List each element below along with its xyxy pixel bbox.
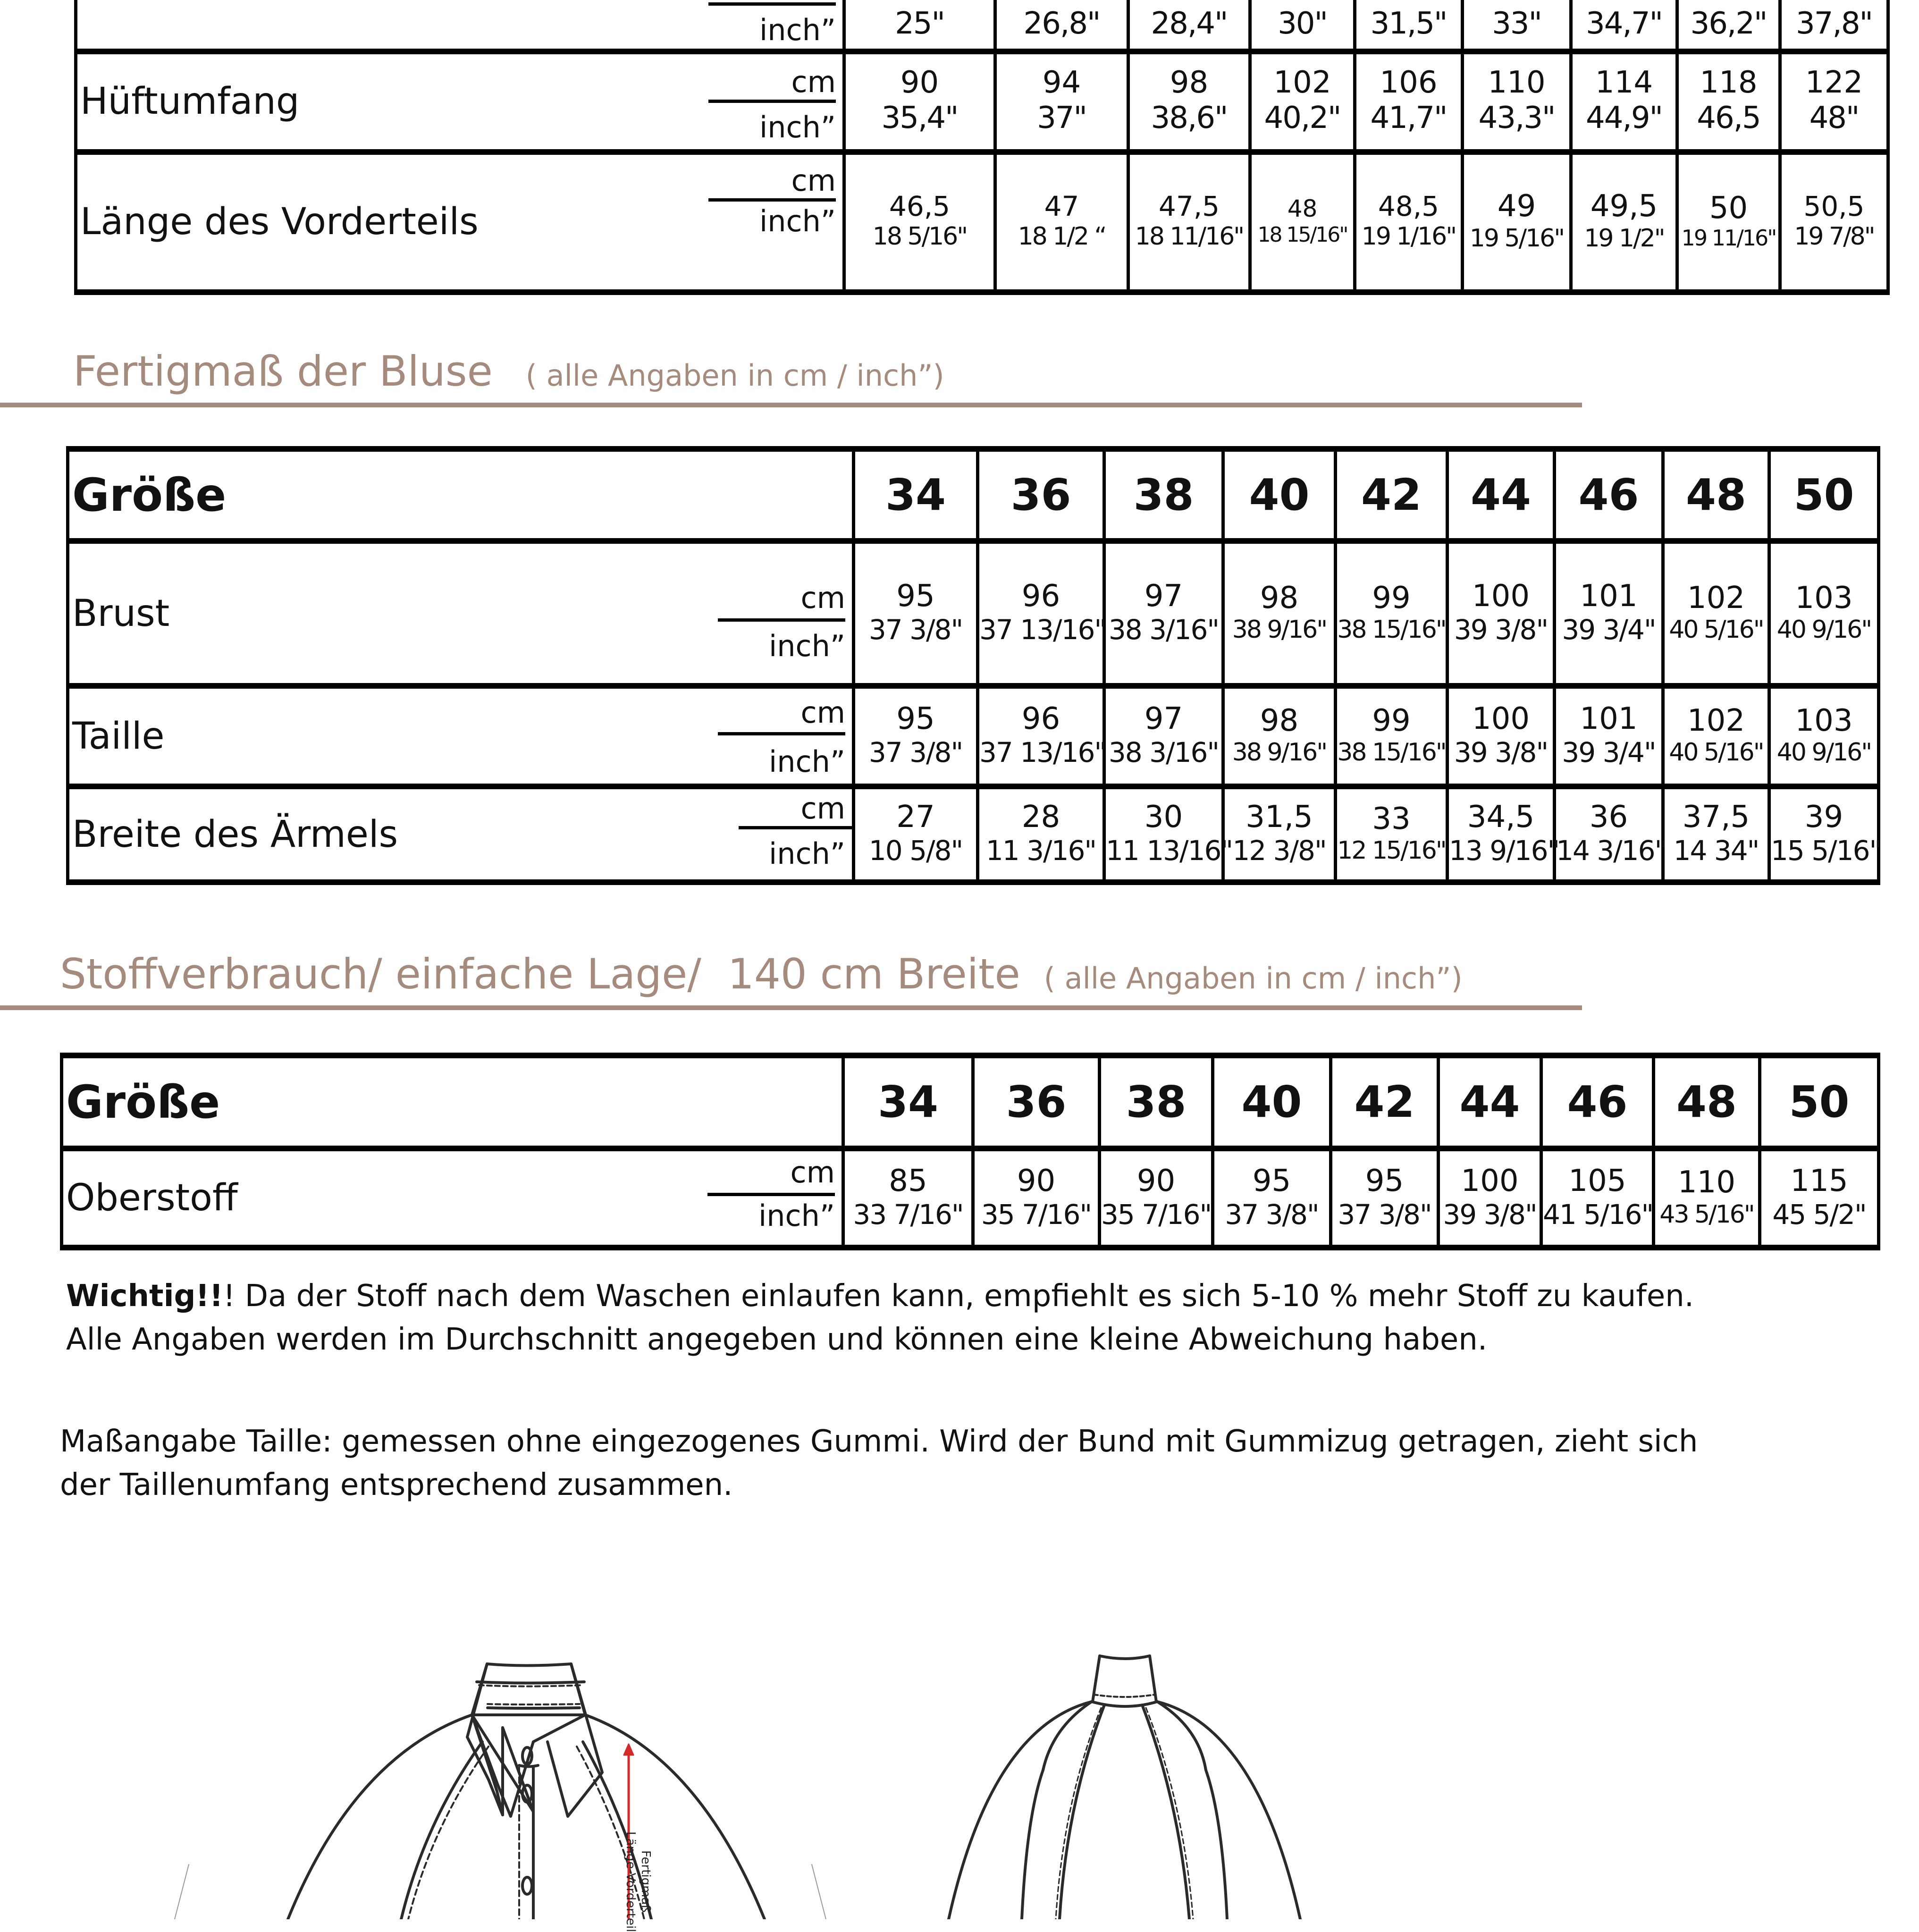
blouse-technical-drawing — [0, 1628, 1919, 1919]
body-measurements-table — [74, 0, 1890, 295]
unit-inch: inch” — [768, 744, 845, 779]
row-label: Hüftumfang — [80, 80, 300, 123]
table-header-row: Größe 34 36 38 40 42 44 46 48 50 — [68, 449, 1879, 541]
finished-measurements-table — [66, 446, 1880, 885]
section-divider — [0, 403, 1582, 407]
unit-divider — [718, 618, 845, 622]
section-divider — [0, 1005, 1582, 1010]
unit-divider — [708, 100, 836, 103]
unit-cm: cm — [800, 695, 845, 730]
unit-inch: inch” — [758, 1198, 835, 1233]
header-label-size: Größe — [66, 1075, 220, 1129]
waist-note-line-1: Maßangabe Taille: gemessen ohne eingezogenes Gummi. Wird der Bund mit Gummizug getragen, zieht sich — [60, 1424, 1698, 1459]
unit-inch: inch” — [759, 110, 836, 144]
unit-inch: inch” — [768, 836, 845, 871]
front-length-measure-label — [623, 1831, 729, 1932]
unit-divider — [718, 732, 845, 735]
average-note: Alle Angaben werden im Durchschnitt angegeben und können eine kleine Abweichung haben. — [66, 1322, 1488, 1357]
section-subtitle: ( alle Angaben in cm / inch”) — [525, 358, 944, 393]
row-label: Oberstoff — [66, 1177, 238, 1219]
table-row-waist: inch” 25" 26,8" 28,4" 30" 31,5" 33" 34,7" 36,2" 37,8" — [76, 0, 1888, 51]
unit-divider — [707, 1193, 835, 1196]
unit-cm: cm — [800, 581, 845, 615]
section-subtitle: ( alle Angaben in cm / inch”) — [1044, 961, 1463, 996]
table-row-hip: Hüftumfang cm inch” 90 35,4" 94 37" 98 38,6" 102 40,2" 106 41,7" 110 43,3" 114 44,9" 118 46,5 122 48" — [76, 51, 1888, 152]
unit-cm: cm — [790, 1155, 835, 1190]
unit-divider — [708, 198, 836, 202]
measure-label-line-1: Fertigmaß — [639, 1850, 653, 1913]
unit-inch: inch” — [759, 203, 836, 238]
unit-divider — [739, 826, 852, 829]
section-title-fabric-consumption: Stoffverbrauch/ einfache Lage/ 140 cm Breite ( alle Angaben in cm / inch”) — [60, 950, 1463, 998]
measure-label-line-2: Länge Vorderteil — [623, 1831, 638, 1932]
table-row-waist: Taille cm inch” 95 37 3/8" 96 37 13/16" 97 38 3/16" 98 38 9/16" 99 38 15/16" 100 39 3/8" 101 39 3/4" 102 40 5/16" 103 40 9/16" — [68, 686, 1879, 786]
unit-cm: cm — [791, 163, 836, 198]
unit-inch: inch” — [759, 13, 836, 47]
header-label-size: Größe — [72, 468, 227, 522]
section-title-finished-measurements: Fertigmaß der Bluse ( alle Angaben in cm / inch”) — [73, 347, 944, 396]
unit-cm: cm — [791, 64, 836, 99]
table-header-row: Größe 34 36 38 40 42 44 46 48 50 — [62, 1055, 1879, 1148]
important-label: Wichtig!! — [66, 1279, 223, 1314]
unit-inch: inch” — [768, 629, 845, 663]
table-row-front-length: Länge des Vorderteils cm inch” 46,5 18 5/16" 47 18 1/2 “ 47,5 18 11/16" 48 18 15/16" 48,5 19 1/16" 49 19 5/16" 49,5 19 1/2" 50 19 11/16" 50,5 19 7/8" — [76, 152, 1888, 292]
row-label: Brust — [72, 592, 170, 635]
table-row-bust: Brust cm inch” 95 37 3/8" 96 37 13/16" 97 38 3/16" 98 38 9/16" 99 38 15/16" 100 39 3/8" 101 39 3/4" 102 40 5/16" 103 40 9/16" — [68, 541, 1879, 686]
unit-divider — [708, 2, 836, 6]
row-label: Länge des Vorderteils — [80, 201, 479, 243]
row-label: Breite des Ärmels — [72, 813, 398, 856]
row-label: Taille — [72, 715, 165, 758]
unit-cm: cm — [800, 791, 845, 826]
blouse-back-view — [949, 1656, 1300, 1919]
fabric-consumption-table — [60, 1053, 1880, 1250]
waist-note-line-2: der Taillenumfang entsprechend zusammen. — [60, 1468, 733, 1502]
table-row-outer-fabric: Oberstoff cm inch” 85 33 7/16" 90 35 7/16" 90 35 7/16" 95 37 3/8" 95 37 3/8" 100 39 3/8" 105 41 5/16" 110 43 5/16" 115 45 5/2" — [62, 1148, 1879, 1248]
table-row-sleeve-width: Breite des Ärmels cm inch” 27 10 5/8" 28 11 3/16" 30 11 13/16" 31,5 12 3/8" 33 12 15/16" 34,5 13 9/16" 36 14 3/16" 37,5 14 34" 39 15 5/16" — [68, 786, 1879, 882]
important-note: Wichtig!!! Da der Stoff nach dem Waschen einlaufen kann, empfiehlt es sich 5-10 % mehr Stoff zu kaufen. — [66, 1279, 1694, 1314]
